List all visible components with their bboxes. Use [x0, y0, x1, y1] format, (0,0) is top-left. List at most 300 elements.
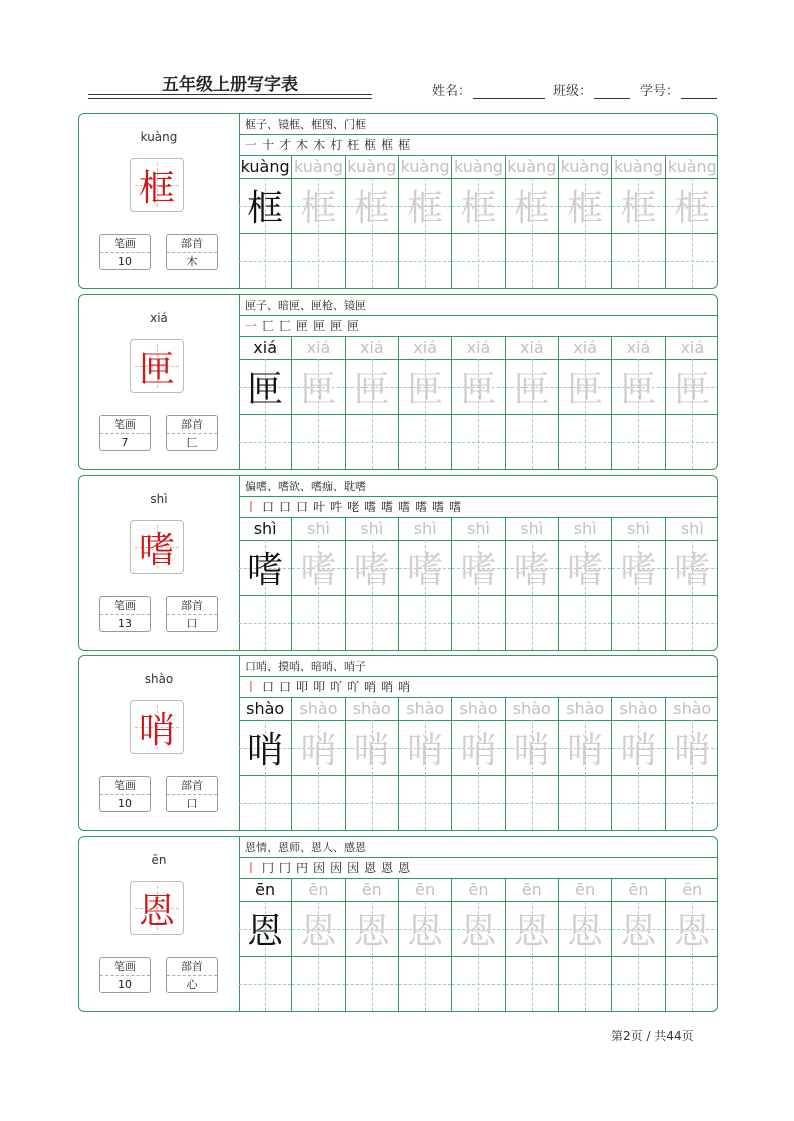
stroke-step: 哨: [398, 680, 412, 694]
stroke-step: 嗜: [381, 500, 395, 514]
practice-character-cell[interactable]: [452, 901, 504, 957]
stroke-count-label: 笔画: [100, 416, 150, 434]
practice-character-cell[interactable]: [452, 359, 504, 415]
stroke-count-label: 笔画: [100, 958, 150, 976]
practice-column: [399, 698, 452, 830]
practice-pinyin: shào: [666, 698, 718, 721]
stroke-count-label: 笔画: [100, 777, 150, 795]
stroke-count-box: [99, 776, 151, 812]
practice-pinyin: shì: [559, 518, 611, 541]
practice-panel: [239, 476, 718, 650]
practice-character-cell[interactable]: [346, 178, 398, 234]
stroke-step: 咾: [347, 500, 361, 514]
blank-practice-cell[interactable]: [239, 414, 291, 469]
character-display-box: [130, 881, 184, 935]
name-label: 姓名：: [432, 84, 472, 99]
practice-character-cell[interactable]: [346, 901, 398, 957]
practice-character-cell[interactable]: [506, 540, 558, 596]
main-character: 框: [138, 167, 175, 209]
practice-character-cell[interactable]: [239, 540, 291, 596]
practice-character-cell[interactable]: [346, 540, 398, 596]
practice-character-cell[interactable]: [559, 540, 611, 596]
radical-label: 部首: [167, 416, 217, 434]
main-character: 嗜: [138, 529, 175, 571]
stroke-step: 口: [296, 500, 310, 514]
practice-pinyin: xiá: [399, 337, 451, 360]
practice-pinyin: kuàng: [399, 156, 451, 179]
practice-column: [612, 698, 665, 830]
practice-character: 嗜: [674, 550, 711, 591]
radical-label: 部首: [167, 597, 217, 615]
radical-box: [166, 596, 218, 632]
blank-practice-cell[interactable]: [559, 595, 611, 650]
blank-practice-cell[interactable]: [506, 956, 558, 1011]
practice-pinyin: ēn: [399, 879, 451, 902]
stroke-step: 叩: [313, 680, 327, 694]
radical-value: 口: [186, 797, 198, 810]
practice-column: [612, 156, 665, 288]
practice-column: [506, 879, 559, 1011]
practice-character: 嗜: [460, 550, 497, 591]
practice-grid: [239, 337, 718, 469]
stroke-step: 嗜: [398, 500, 412, 514]
blank-practice-cell[interactable]: [239, 595, 291, 650]
character-info-panel: [79, 114, 240, 288]
practice-column: [506, 337, 559, 469]
blank-practice-cell[interactable]: [666, 775, 718, 830]
class-field[interactable]: [553, 80, 630, 99]
blank-practice-cell[interactable]: [292, 775, 344, 830]
practice-character-cell[interactable]: [399, 359, 451, 415]
character-display-box: [130, 700, 184, 754]
practice-character: 框: [353, 188, 390, 229]
practice-pinyin: xiá: [666, 337, 718, 360]
title-rule: [88, 98, 372, 99]
practice-pinyin: kuàng: [346, 156, 398, 179]
practice-character-cell[interactable]: [612, 901, 664, 957]
practice-grid: [239, 879, 718, 1011]
stroke-step: 吖: [347, 680, 361, 694]
practice-character-cell[interactable]: [506, 359, 558, 415]
radical-value: 木: [186, 255, 198, 268]
blank-practice-cell[interactable]: [239, 956, 291, 1011]
radical-box: [166, 415, 218, 451]
practice-character-cell[interactable]: [292, 720, 344, 776]
radical-label: 部首: [167, 958, 217, 976]
class-label: 班级：: [553, 84, 593, 99]
stroke-step: 嗜: [432, 500, 446, 514]
blank-practice-cell[interactable]: [346, 233, 398, 288]
stroke-step: 口: [279, 500, 293, 514]
practice-character: 框: [674, 188, 711, 229]
practice-character-cell[interactable]: [399, 720, 451, 776]
practice-pinyin: shào: [559, 698, 611, 721]
stroke-step: 因: [330, 861, 344, 875]
character-pinyin: shào: [144, 672, 174, 686]
stroke-step: 丨: [245, 680, 259, 694]
practice-character-cell[interactable]: [559, 720, 611, 776]
stroke-step: 才: [279, 138, 293, 152]
blank-practice-cell[interactable]: [399, 956, 451, 1011]
blank-practice-cell[interactable]: [506, 775, 558, 830]
practice-column: [452, 156, 505, 288]
stroke-step: 匣: [330, 319, 344, 333]
practice-column: [292, 156, 345, 288]
practice-column: [559, 337, 612, 469]
practice-character: 嗜: [513, 550, 550, 591]
practice-character-cell[interactable]: [559, 359, 611, 415]
stroke-count-label: 笔画: [100, 597, 150, 615]
practice-character-cell[interactable]: [239, 720, 291, 776]
example-words: 口哨、摸哨、暗哨、哨子: [239, 656, 718, 677]
practice-character: 框: [300, 188, 337, 229]
practice-character-cell[interactable]: [292, 178, 344, 234]
stroke-count-value: 10: [118, 797, 132, 810]
stroke-order: [239, 858, 718, 879]
practice-character-cell[interactable]: [452, 178, 504, 234]
practice-character-cell[interactable]: [292, 540, 344, 596]
practice-character: 恩: [513, 911, 550, 952]
stroke-step: 口: [262, 680, 276, 694]
practice-character-cell[interactable]: [399, 178, 451, 234]
stroke-step: 匸: [279, 319, 293, 333]
blank-practice-cell[interactable]: [239, 233, 291, 288]
practice-column: [399, 337, 452, 469]
character-card: [78, 475, 718, 651]
stroke-step: 框: [364, 138, 378, 152]
practice-character-cell[interactable]: [612, 359, 664, 415]
radical-label: 部首: [167, 235, 217, 253]
stroke-step: 十: [262, 138, 276, 152]
practice-column: [666, 156, 718, 288]
practice-character: 恩: [353, 911, 390, 952]
stroke-count-label: 笔画: [100, 235, 150, 253]
practice-pinyin: kuàng: [506, 156, 558, 179]
practice-character-cell[interactable]: [666, 178, 718, 234]
stroke-step: 哨: [364, 680, 378, 694]
radical-value: 心: [186, 978, 198, 991]
practice-pinyin: shào: [612, 698, 664, 721]
class-blank[interactable]: [594, 84, 630, 99]
stroke-step: 匣: [296, 319, 310, 333]
blank-practice-cell[interactable]: [612, 233, 664, 288]
blank-practice-cell[interactable]: [612, 956, 664, 1011]
practice-pinyin: shào: [399, 698, 451, 721]
practice-pinyin: xiá: [559, 337, 611, 360]
blank-practice-cell[interactable]: [666, 414, 718, 469]
blank-practice-cell[interactable]: [452, 233, 504, 288]
practice-pinyin: shào: [239, 698, 291, 721]
stroke-count-value: 13: [118, 617, 132, 630]
practice-character: 恩: [567, 911, 604, 952]
main-character: 哨: [138, 709, 175, 751]
practice-pinyin: ēn: [346, 879, 398, 902]
stroke-step: 円: [296, 861, 310, 875]
practice-column: [239, 156, 292, 288]
practice-pinyin: shì: [612, 518, 664, 541]
practice-character-cell[interactable]: [292, 901, 344, 957]
practice-character: 哨: [247, 730, 284, 771]
blank-practice-cell[interactable]: [399, 414, 451, 469]
stroke-step: 匸: [262, 319, 276, 333]
practice-character: 哨: [513, 730, 550, 771]
example-words: 恩情、恩师、恩人、感恩: [239, 837, 718, 858]
practice-column: [612, 518, 665, 650]
practice-character-cell[interactable]: [346, 359, 398, 415]
blank-practice-cell[interactable]: [559, 233, 611, 288]
practice-panel: [239, 656, 718, 830]
stroke-count-box: [99, 234, 151, 270]
blank-practice-cell[interactable]: [452, 956, 504, 1011]
practice-pinyin: shào: [292, 698, 344, 721]
blank-practice-cell[interactable]: [452, 414, 504, 469]
practice-pinyin: shì: [452, 518, 504, 541]
practice-column: [346, 698, 399, 830]
stroke-step: 因: [313, 861, 327, 875]
practice-grid: [239, 156, 718, 288]
practice-character-cell[interactable]: [239, 178, 291, 234]
document-title: 五年级上册写字表: [162, 75, 298, 95]
practice-pinyin: kuàng: [612, 156, 664, 179]
practice-character-cell[interactable]: [666, 901, 718, 957]
practice-column: [292, 879, 345, 1011]
practice-character: 匣: [247, 369, 284, 410]
practice-column: [452, 518, 505, 650]
practice-character: 框: [620, 188, 657, 229]
practice-column: [452, 337, 505, 469]
blank-practice-cell[interactable]: [506, 233, 558, 288]
stroke-step: 吽: [330, 500, 344, 514]
blank-practice-cell[interactable]: [399, 775, 451, 830]
radical-value: 匚: [186, 436, 198, 449]
stroke-count-value: 10: [118, 978, 132, 991]
stroke-count-box: [99, 957, 151, 993]
main-character: 恩: [138, 890, 175, 932]
practice-character: 框: [407, 188, 444, 229]
practice-column: [239, 518, 292, 650]
practice-character: 哨: [674, 730, 711, 771]
practice-pinyin: ēn: [452, 879, 504, 902]
character-pinyin: shì: [150, 492, 168, 506]
practice-pinyin: shì: [399, 518, 451, 541]
stroke-step: 哨: [381, 680, 395, 694]
blank-practice-cell[interactable]: [666, 233, 718, 288]
practice-panel: [239, 114, 718, 288]
stroke-count-box: [99, 415, 151, 451]
practice-character-cell[interactable]: [292, 359, 344, 415]
practice-character: 恩: [620, 911, 657, 952]
practice-character-cell[interactable]: [506, 901, 558, 957]
practice-grid: [239, 698, 718, 830]
blank-practice-cell[interactable]: [506, 414, 558, 469]
practice-character: 匣: [300, 369, 337, 410]
blank-practice-cell[interactable]: [399, 595, 451, 650]
practice-column: [666, 337, 718, 469]
character-info-panel: [79, 837, 240, 1011]
practice-column: [559, 518, 612, 650]
practice-character: 匣: [513, 369, 550, 410]
stroke-step: 恩: [381, 861, 395, 875]
character-display-box: [130, 158, 184, 212]
practice-pinyin: xiá: [506, 337, 558, 360]
stroke-step: 叶: [313, 500, 327, 514]
practice-pinyin: xiá: [292, 337, 344, 360]
character-card: [78, 294, 718, 470]
practice-pinyin: ēn: [666, 879, 718, 902]
practice-character-cell[interactable]: [559, 178, 611, 234]
character-display-box: [130, 339, 184, 393]
stroke-step: 叩: [296, 680, 310, 694]
stroke-step: 框: [381, 138, 395, 152]
example-words: 偏嗜、嗜欲、嗜痂、耽嗜: [239, 476, 718, 497]
blank-practice-cell[interactable]: [612, 414, 664, 469]
practice-character-cell[interactable]: [506, 178, 558, 234]
stroke-order: [239, 135, 718, 156]
blank-practice-cell[interactable]: [399, 233, 451, 288]
blank-practice-cell[interactable]: [612, 595, 664, 650]
practice-pinyin: xiá: [452, 337, 504, 360]
practice-character-cell[interactable]: [399, 901, 451, 957]
practice-character: 匣: [407, 369, 444, 410]
practice-character: 框: [567, 188, 604, 229]
practice-character-cell[interactable]: [612, 720, 664, 776]
radical-box: [166, 234, 218, 270]
stroke-step: 匣: [347, 319, 361, 333]
practice-column: [346, 156, 399, 288]
stroke-step: 口: [279, 680, 293, 694]
stroke-step: 恩: [364, 861, 378, 875]
practice-column: [399, 879, 452, 1011]
practice-pinyin: kuàng: [239, 156, 291, 179]
practice-character-cell[interactable]: [239, 901, 291, 957]
stroke-step: 嗜: [415, 500, 429, 514]
practice-column: [666, 698, 718, 830]
practice-pinyin: shì: [239, 518, 291, 541]
practice-column: [559, 879, 612, 1011]
character-info-panel: [79, 656, 240, 830]
practice-character-cell[interactable]: [559, 901, 611, 957]
practice-column: [612, 337, 665, 469]
stroke-step: 因: [347, 861, 361, 875]
practice-character: 框: [460, 188, 497, 229]
practice-character-cell[interactable]: [452, 720, 504, 776]
practice-pinyin: ēn: [506, 879, 558, 902]
blank-practice-cell[interactable]: [292, 414, 344, 469]
practice-character-cell[interactable]: [612, 540, 664, 596]
character-info-panel: [79, 295, 240, 469]
practice-character: 匣: [460, 369, 497, 410]
number-field[interactable]: [640, 80, 717, 99]
radical-box: [166, 776, 218, 812]
stroke-step: 框: [398, 138, 412, 152]
stroke-step: 木: [296, 138, 310, 152]
stroke-step: 一: [245, 319, 259, 333]
practice-column: [506, 518, 559, 650]
practice-pinyin: ēn: [292, 879, 344, 902]
practice-character: 恩: [247, 911, 284, 952]
practice-character: 嗜: [353, 550, 390, 591]
stroke-step: 丨: [245, 500, 259, 514]
blank-practice-cell[interactable]: [292, 595, 344, 650]
blank-practice-cell[interactable]: [559, 956, 611, 1011]
blank-practice-cell[interactable]: [612, 775, 664, 830]
practice-column: [612, 879, 665, 1011]
practice-character-cell[interactable]: [612, 178, 664, 234]
stroke-step: 木: [313, 138, 327, 152]
practice-pinyin: shì: [666, 518, 718, 541]
practice-character: 嗜: [247, 550, 284, 591]
practice-character: 匣: [567, 369, 604, 410]
practice-character: 哨: [353, 730, 390, 771]
practice-character-cell[interactable]: [239, 359, 291, 415]
blank-practice-cell[interactable]: [346, 956, 398, 1011]
practice-column: [346, 518, 399, 650]
blank-practice-cell[interactable]: [292, 956, 344, 1011]
practice-pinyin: shì: [292, 518, 344, 541]
practice-character-cell[interactable]: [666, 359, 718, 415]
stroke-count-box: [99, 596, 151, 632]
name-blank[interactable]: [473, 84, 545, 99]
practice-character-cell[interactable]: [506, 720, 558, 776]
practice-pinyin: xiá: [239, 337, 291, 360]
practice-character-cell[interactable]: [666, 540, 718, 596]
blank-practice-cell[interactable]: [292, 233, 344, 288]
stroke-step: 冂: [279, 861, 293, 875]
blank-practice-cell[interactable]: [346, 414, 398, 469]
name-field[interactable]: [432, 80, 545, 99]
stroke-step: 口: [262, 500, 276, 514]
practice-column: [399, 156, 452, 288]
practice-character-cell[interactable]: [452, 540, 504, 596]
practice-character-cell[interactable]: [399, 540, 451, 596]
character-display-box: [130, 520, 184, 574]
practice-column: [239, 337, 292, 469]
practice-column: [506, 698, 559, 830]
blank-practice-cell[interactable]: [452, 775, 504, 830]
blank-practice-cell[interactable]: [559, 414, 611, 469]
practice-pinyin: kuàng: [452, 156, 504, 179]
blank-practice-cell[interactable]: [666, 595, 718, 650]
number-label: 学号：: [640, 84, 680, 99]
number-blank[interactable]: [681, 84, 717, 99]
practice-character: 匣: [353, 369, 390, 410]
practice-character: 哨: [407, 730, 444, 771]
practice-pinyin: kuàng: [292, 156, 344, 179]
practice-character: 哨: [460, 730, 497, 771]
practice-character: 嗜: [300, 550, 337, 591]
practice-column: [666, 879, 718, 1011]
blank-practice-cell[interactable]: [239, 775, 291, 830]
blank-practice-cell[interactable]: [346, 595, 398, 650]
radical-value: 口: [186, 617, 198, 630]
blank-practice-cell[interactable]: [559, 775, 611, 830]
character-info-panel: [79, 476, 240, 650]
practice-pinyin: ēn: [612, 879, 664, 902]
blank-practice-cell[interactable]: [666, 956, 718, 1011]
practice-column: [239, 698, 292, 830]
practice-pinyin: ēn: [559, 879, 611, 902]
practice-character-cell[interactable]: [346, 720, 398, 776]
character-pinyin: kuàng: [140, 130, 178, 144]
blank-practice-cell[interactable]: [346, 775, 398, 830]
practice-character: 哨: [620, 730, 657, 771]
blank-practice-cell[interactable]: [452, 595, 504, 650]
blank-practice-cell[interactable]: [506, 595, 558, 650]
practice-column: [559, 156, 612, 288]
practice-pinyin: shì: [506, 518, 558, 541]
stroke-step: 冂: [262, 861, 276, 875]
practice-character-cell[interactable]: [666, 720, 718, 776]
